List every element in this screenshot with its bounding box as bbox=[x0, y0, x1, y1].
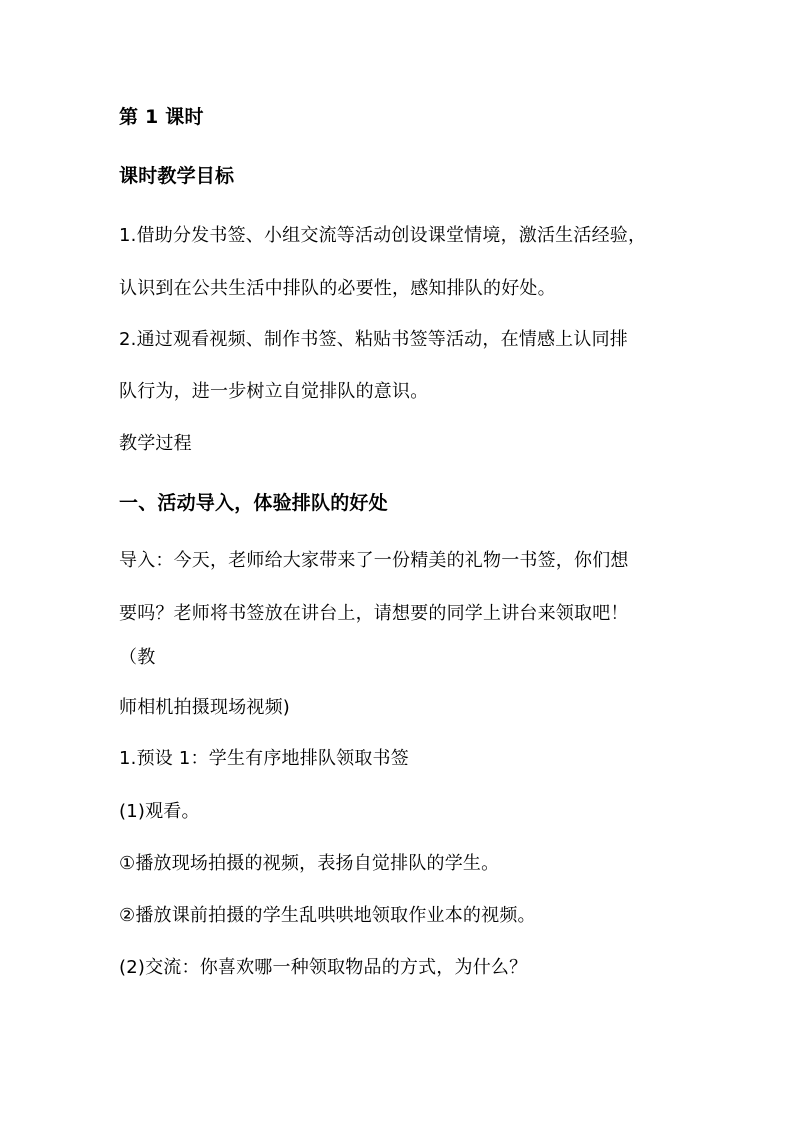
step-2: (2)交流：你喜欢哪一种领取物品的方式，为什么？ bbox=[119, 957, 528, 978]
step-1-b: ②播放课前拍摄的学生乱哄哄地领取作业本的视频。 bbox=[119, 905, 536, 926]
objective-1-line-1: 1.借助分发书签、小组交流等活动创设课堂情境，激活生活经验， bbox=[119, 225, 647, 246]
intro-line-4: 师相机拍摄现场视频) bbox=[119, 697, 291, 718]
objective-1-line-2: 认识到在公共生活中排队的必要性，感知排队的好处。 bbox=[119, 278, 556, 299]
step-1-a: ①播放现场拍摄的视频，表扬自觉排队的学生。 bbox=[119, 853, 500, 874]
objective-2-line-1: 2.通过观看视频、制作书签、粘贴书签等活动，在情感上认同排 bbox=[119, 329, 628, 350]
step-1: (1)观看。 bbox=[119, 801, 200, 822]
intro-line-1: 导入：今天，老师给大家带来了一份精美的礼物一书签，你们想 bbox=[119, 550, 629, 571]
lesson-title: 第 1 课时 bbox=[119, 106, 204, 128]
preset-1: 1.预设 1：学生有序地排队领取书签 bbox=[119, 748, 409, 769]
intro-line-3: （教 bbox=[119, 647, 156, 668]
objectives-heading: 课时教学目标 bbox=[119, 165, 235, 187]
objective-2-line-2: 队行为，进一步树立自觉排队的意识。 bbox=[119, 381, 429, 402]
intro-line-2: 要吗？老师将书签放在讲台上，请想要的同学上讲台来领取吧！ bbox=[119, 603, 629, 624]
process-heading: 教学过程 bbox=[119, 433, 192, 454]
section-1-heading: 一、活动导入，体验排队的好处 bbox=[119, 492, 388, 514]
